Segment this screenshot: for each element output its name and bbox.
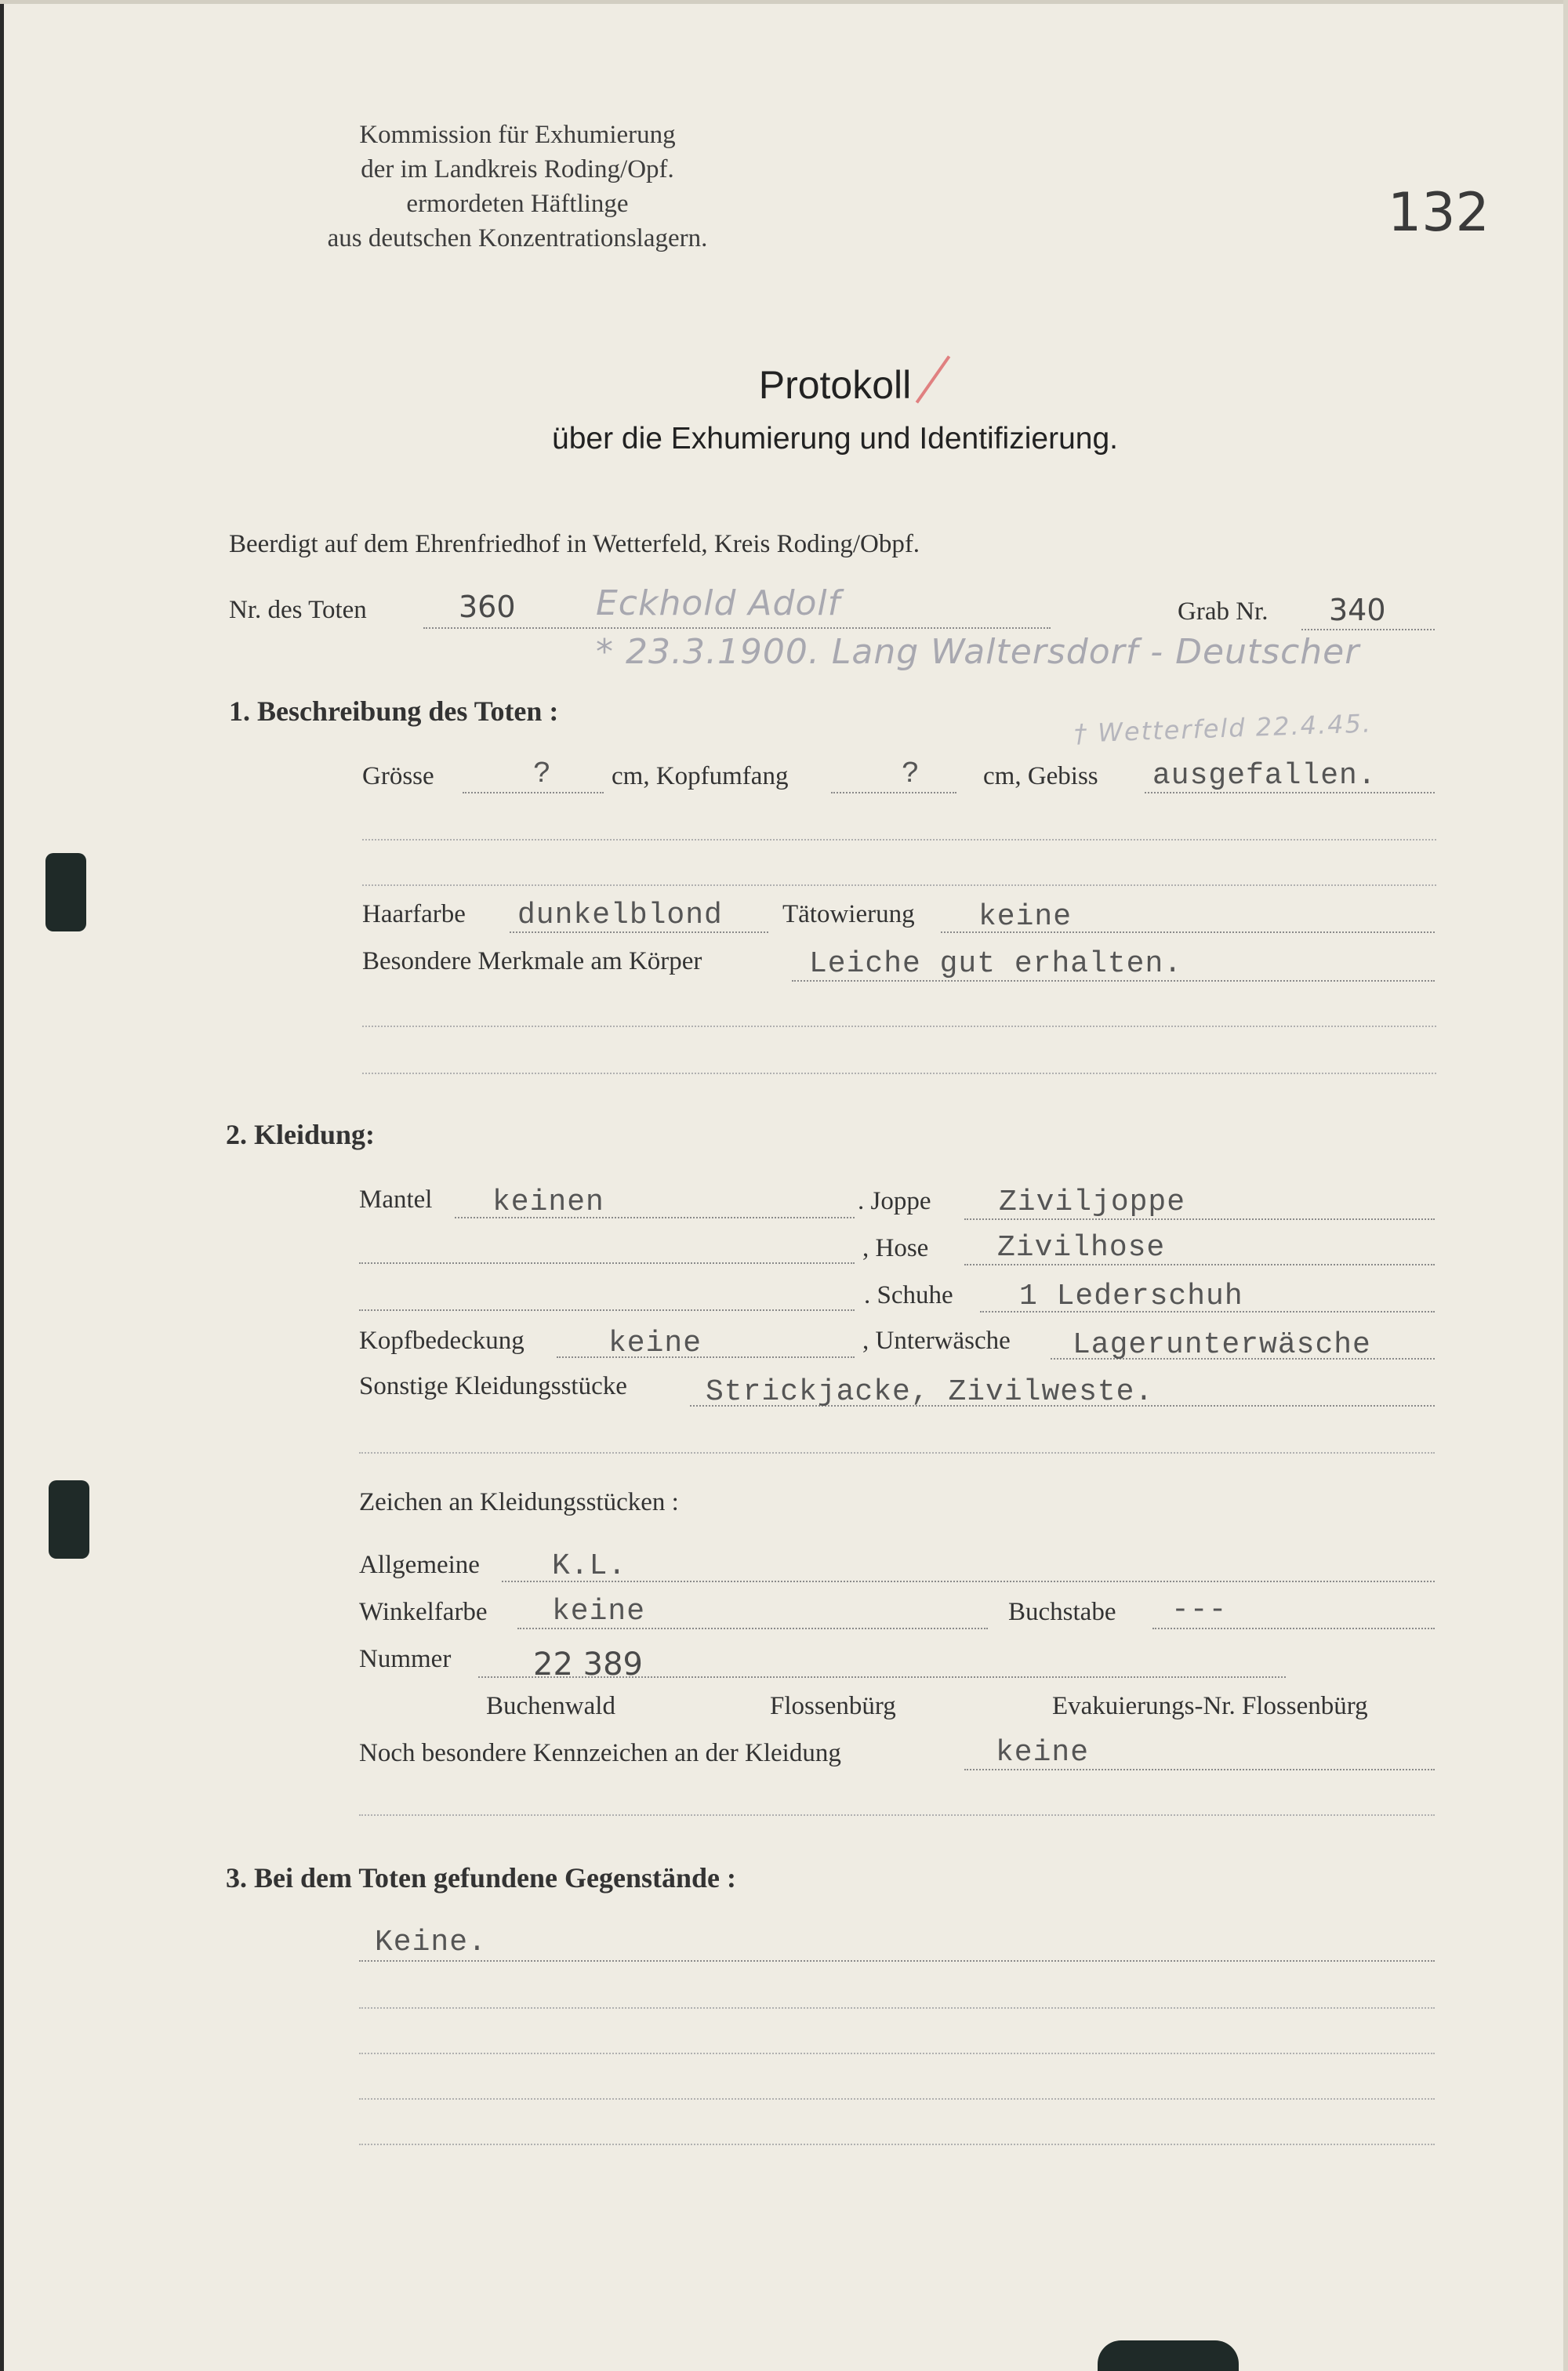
hose-value: Zivilhose bbox=[997, 1231, 1166, 1265]
scan-edge-right bbox=[1563, 0, 1568, 2371]
camp-evakuierung: Evakuierungs-Nr. Flossenbürg bbox=[1052, 1692, 1368, 1720]
winkelfarbe-label: Winkelfarbe bbox=[359, 1598, 488, 1626]
winkelfarbe-value: keine bbox=[552, 1595, 646, 1628]
nr-value: 360 bbox=[459, 590, 516, 624]
punch-mark-top bbox=[45, 853, 86, 931]
section3-heading: 3. Bei dem Toten gefundene Gegenstände : bbox=[226, 1862, 737, 1894]
unterwaesche-label: , Unterwäsche bbox=[862, 1327, 1011, 1355]
sonstige-label: Sonstige Kleidungsstücke bbox=[359, 1372, 627, 1400]
merkmale-value: Leiche gut erhalten. bbox=[809, 947, 1183, 981]
schuhe-label: . Schuhe bbox=[864, 1281, 953, 1309]
grab-label: Grab Nr. bbox=[1178, 597, 1269, 626]
title-main: Protokoll bbox=[758, 363, 912, 407]
kopfbedeckung-label: Kopfbedeckung bbox=[359, 1327, 524, 1355]
allgemeine-value: K.L. bbox=[552, 1549, 627, 1583]
hose-label: , Hose bbox=[862, 1234, 929, 1262]
kopfumfang-value: ? bbox=[902, 757, 920, 791]
section1-heading: 1. Beschreibung des Toten : bbox=[229, 695, 559, 727]
mantel-value: keinen bbox=[492, 1186, 604, 1219]
groesse-label: Grösse bbox=[362, 762, 434, 790]
taetowierung-value: keine bbox=[978, 900, 1073, 934]
burial-text: Beerdigt auf dem Ehrenfriedhof in Wetterfeld, Kreis Roding/Obpf. bbox=[229, 530, 920, 558]
mantel-label: Mantel bbox=[359, 1186, 433, 1214]
groesse-value: ? bbox=[533, 757, 552, 791]
haarfarbe-label: Haarfarbe bbox=[362, 900, 466, 928]
merkmale-label: Besondere Merkmale am Körper bbox=[362, 947, 702, 975]
grab-value: 340 bbox=[1329, 593, 1386, 627]
nr-label: Nr. des Toten bbox=[229, 596, 367, 624]
name-handwritten: Eckhold Adolf bbox=[596, 583, 841, 623]
camp-flossenbuerg: Flossenbürg bbox=[770, 1692, 896, 1720]
schuhe-value: 1 Lederschuh bbox=[1019, 1280, 1243, 1313]
nummer-value: 22 389 bbox=[533, 1647, 643, 1683]
section2-heading: 2. Kleidung: bbox=[226, 1119, 376, 1150]
title-sub: über die Exhumierung und Identifizierung. bbox=[552, 422, 1118, 456]
joppe-value: Ziviljoppe bbox=[999, 1186, 1186, 1219]
sonstige-value: Strickjacke, Zivilweste. bbox=[706, 1375, 1154, 1409]
cm-gebiss-label: cm, Gebiss bbox=[983, 762, 1098, 790]
joppe-label: . Joppe bbox=[858, 1187, 931, 1215]
gebiss-value: ausgefallen. bbox=[1152, 759, 1377, 793]
haarfarbe-value: dunkelblond bbox=[517, 899, 723, 932]
scan-edge-top bbox=[0, 0, 1568, 4]
header-line-3: ermordeten Häftlinge bbox=[406, 190, 629, 218]
section3-value: Keine. bbox=[375, 1926, 487, 1959]
noch-value: keine bbox=[996, 1736, 1090, 1770]
kopfbedeckung-value: keine bbox=[608, 1327, 702, 1360]
death-handwritten: † Wetterfeld 22.4.45. bbox=[1073, 708, 1373, 749]
noch-label: Noch besondere Kennzeichen an der Kleidung bbox=[359, 1739, 841, 1767]
camp-buchenwald: Buchenwald bbox=[486, 1692, 615, 1720]
taetowierung-label: Tätowierung bbox=[782, 900, 915, 928]
header-line-1: Kommission für Exhumierung bbox=[359, 121, 676, 149]
scan-edge-left bbox=[0, 0, 4, 2371]
unterwaesche-value: Lagerunterwäsche bbox=[1073, 1328, 1371, 1362]
zeichen-label: Zeichen an Kleidungsstücken : bbox=[359, 1488, 679, 1516]
scan-blot-bottom bbox=[1098, 2340, 1239, 2371]
page-number: 132 bbox=[1388, 182, 1490, 244]
punch-mark-bottom bbox=[49, 1480, 89, 1559]
cm-kopfumfang-label: cm, Kopfumfang bbox=[612, 762, 789, 790]
buchstabe-label: Buchstabe bbox=[1008, 1598, 1116, 1626]
allgemeine-label: Allgemeine bbox=[359, 1551, 480, 1579]
header-line-4: aus deutschen Konzentrationslagern. bbox=[327, 224, 708, 252]
header-line-2: der im Landkreis Roding/Opf. bbox=[361, 155, 674, 183]
buchstabe-value: --- bbox=[1171, 1593, 1228, 1627]
nummer-label: Nummer bbox=[359, 1645, 452, 1673]
birth-handwritten: * 23.3.1900. Lang Waltersdorf - Deutscher bbox=[596, 632, 1360, 672]
